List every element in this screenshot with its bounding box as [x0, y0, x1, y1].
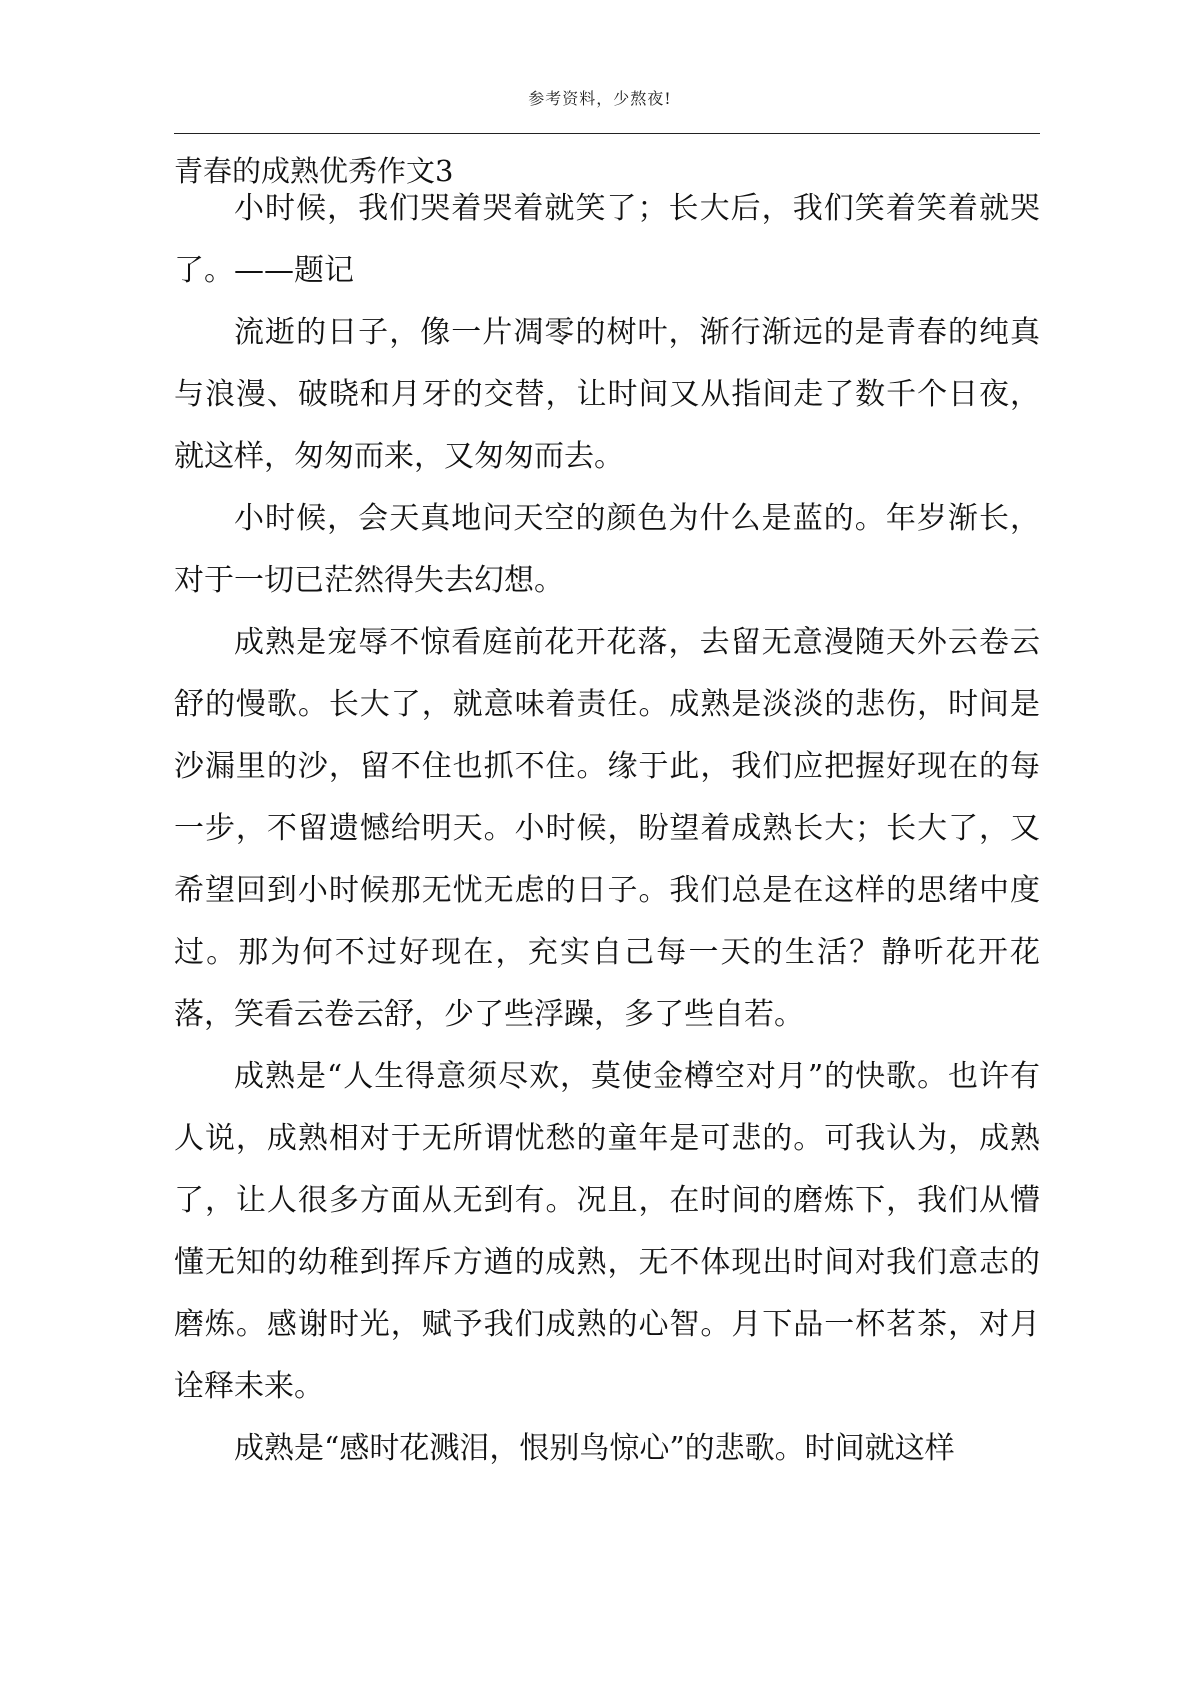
paragraph: 成熟是宠辱不惊看庭前花开花落，去留无意漫随天外云卷云舒的慢歌。长大了，就意味着责任。成熟是淡淡的悲伤，时间是沙漏里的沙，留不住也抓不住。缘于此，我们应把握好现在的每一步，不留遗憾给明天。小时候，盼望着成熟长大；长大了，又希望回到小时候那无忧无虑的日子。我们总是在这样的思绪中度过。那为何不过好现在，充实自己每一天的生活？静听花开花落，笑看云卷云舒，少了些浮躁，多了些自若。: [174, 625, 1040, 1032]
header-divider: [174, 133, 1040, 134]
paragraph: 小时候，我们哭着哭着就笑了；长大后，我们笑着笑着就哭了。——题记: [174, 191, 1040, 288]
paragraph: 小时候，会天真地问天空的颜色为什么是蓝的。年岁渐长，对于一切已茫然得失去幻想。: [174, 501, 1040, 598]
paragraph: 成熟是“感时花溅泪，恨别鸟惊心”的悲歌。时间就这样: [234, 1431, 955, 1466]
paragraph: 流逝的日子，像一片凋零的树叶，渐行渐远的是青春的纯真与浪漫、破晓和月牙的交替，让时间又从指间走了数千个日夜，就这样，匆匆而来，又匆匆而去。: [174, 315, 1040, 474]
paragraph: 成熟是“人生得意须尽欢，莫使金樽空对月”的快歌。也许有人说，成熟相对于无所谓忧愁的童年是可悲的。可我认为，成熟了，让人很多方面从无到有。况且，在时间的磨炼下，我们从懵懂无知的幼稚到挥斥方遒的成熟，无不体现出时间对我们意志的磨炼。感谢时光，赋予我们成熟的心智。月下品一杯茗茶，对月诠释未来。: [174, 1059, 1040, 1404]
document-title: 青春的成熟优秀作文3: [174, 154, 454, 188]
page-header: 参考资料，少熬夜!: [528, 89, 672, 108]
document-body: [174, 178, 1040, 1480]
